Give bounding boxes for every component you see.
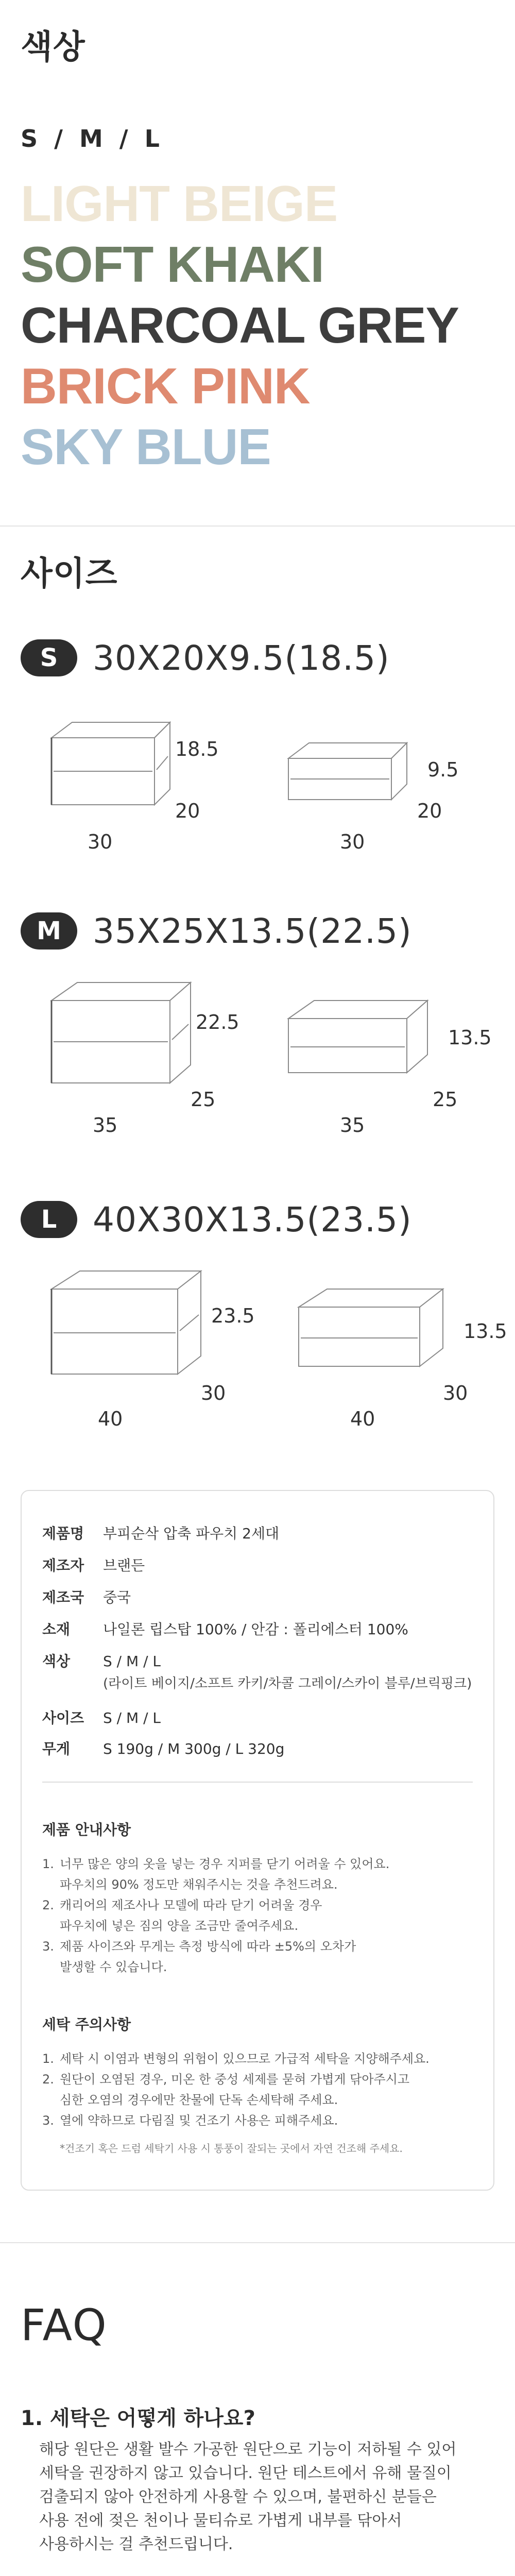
care-title: 세탁 주의사항 — [42, 2016, 131, 2033]
dim-width-m-open: 35 — [340, 1114, 365, 1137]
section-divider — [0, 2242, 515, 2243]
size-dimensions-s: 30X20X9.5(18.5) — [93, 638, 390, 678]
spec-row-weight: 무게 S 190g / M 300g / L 320g — [42, 1740, 285, 1757]
spec-row-color: 색상 S / M / L — [42, 1653, 161, 1670]
spec-divider — [42, 1782, 473, 1783]
faq-answer: 해당 원단은 생활 발수 가공한 원단으로 기능이 저하될 수 있어 세탁을 권장하지 않고 있습니다. 원단 테스트에서 유해 물질이 검출되지 않아 안전하게 사용할 수 있으며, 불편하신 분들은 사용 전에 젖은 천이나 물티슈로 가볍게 내부를 닦아서 사용하시는 걸 추천드립니다. — [39, 2441, 457, 2553]
size-badge-l: L — [21, 1201, 77, 1238]
size-dimensions-m: 35X25X13.5(22.5) — [93, 911, 412, 951]
color-name-charcoal-grey: CHARCOAL GREY — [21, 297, 459, 353]
color-section — [0, 0, 515, 526]
pouch-expanded-illustration — [41, 975, 206, 1098]
size-model-m — [21, 903, 494, 1191]
pouch-compressed-illustration — [278, 995, 443, 1093]
spec-row-country: 제조국 중국 — [42, 1589, 131, 1606]
dim-depth-m-closed: 25 — [191, 1088, 216, 1111]
dim-height-l-open: 13.5 — [464, 1320, 507, 1343]
spec-row-maker: 제조자 브랜든 — [42, 1557, 145, 1574]
size-model-l — [21, 1191, 507, 1485]
faq-section — [0, 2242, 515, 2576]
size-drawings-l — [21, 1263, 507, 1459]
color-list — [21, 173, 494, 477]
care-footnote: *건조기 혹은 드럼 세탁기 사용 시 통풍이 잘되는 곳에서 자연 건조해 주세요. — [60, 2142, 403, 2155]
color-section-title: 색상 — [21, 28, 85, 66]
care-item: 3. 열에 약하므로 다림질 및 건조기 사용은 피해주세요. — [42, 2113, 338, 2128]
size-badge-m: M — [21, 912, 77, 950]
dim-height-s-open: 9.5 — [427, 758, 459, 781]
dim-depth-s-closed: 20 — [175, 800, 200, 822]
pouch-compressed-illustration — [278, 738, 422, 820]
faq-title: FAQ — [21, 2300, 108, 2350]
dim-width-m-closed: 35 — [93, 1114, 118, 1137]
guide-item-cont: 파우치에 넣은 짐의 양을 조금만 줄여주세요. — [60, 1919, 299, 1933]
dim-depth-l-open: 30 — [443, 1382, 468, 1404]
pouch-compressed-illustration — [288, 1284, 458, 1387]
spec-row-material: 소재 나일론 립스탑 100% / 안감 : 폴리에스터 100% — [42, 1621, 408, 1638]
guide-item: 1. 너무 많은 양의 옷을 넣는 경우 지퍼를 닫기 어려울 수 있어요. — [42, 1857, 390, 1871]
color-name-light-beige: LIGHT BEIGE — [21, 175, 338, 232]
size-model-s — [21, 630, 494, 903]
spec-row-color-detail: (라이트 베이지/소프트 카키/차콜 그레이/스카이 블루/브릭핑크) — [103, 1676, 472, 1691]
dim-width-s-closed: 30 — [88, 831, 113, 853]
dim-width-l-open: 40 — [350, 1408, 375, 1430]
size-dimensions-l: 40X30X13.5(23.5) — [93, 1199, 412, 1240]
color-name-sky-blue: SKY BLUE — [21, 418, 271, 475]
size-drawings-m — [21, 975, 494, 1171]
dim-depth-s-open: 20 — [417, 800, 442, 822]
dim-width-s-open: 30 — [340, 831, 365, 853]
pouch-expanded-illustration — [41, 1263, 216, 1392]
guide-title: 제품 안내사항 — [42, 1821, 131, 1838]
faq-item-1 — [21, 2403, 494, 2556]
guide-item: 3. 제품 사이즈와 무게는 측정 방식에 따라 ±5%의 오차가 — [42, 1939, 356, 1954]
dim-height-m-open: 13.5 — [448, 1026, 492, 1049]
guide-item-cont: 파우치의 90% 정도만 채워주시는 것을 추천드려요. — [60, 1877, 338, 1892]
dim-height-s-closed: 18.5 — [175, 738, 219, 760]
dim-height-l-closed: 23.5 — [211, 1304, 255, 1327]
dim-height-m-closed: 22.5 — [196, 1011, 239, 1033]
care-item: 1. 세탁 시 이염과 변형의 위험이 있으므로 가급적 세탁을 지양해주세요. — [42, 2052, 430, 2066]
care-item: 2. 원단이 오염된 경우, 미온 한 중성 세제를 묻혀 가볍게 닦아주시고 — [42, 2072, 410, 2087]
size-section — [0, 526, 515, 2191]
size-options: S / M / L — [21, 125, 164, 152]
size-badge-s: S — [21, 639, 77, 676]
color-name-soft-khaki: SOFT KHAKI — [21, 236, 324, 293]
faq-question: 1. 세탁은 어떻게 하나요? — [21, 2406, 255, 2430]
size-section-title: 사이즈 — [21, 555, 118, 593]
color-name-brick-pink: BRICK PINK — [21, 358, 310, 414]
dim-depth-m-open: 25 — [433, 1088, 458, 1111]
dim-width-l-closed: 40 — [98, 1408, 123, 1430]
size-drawings-s — [21, 702, 494, 897]
dim-depth-l-closed: 30 — [201, 1382, 226, 1404]
guide-item-cont: 발생할 수 있습니다. — [60, 1960, 167, 1974]
spec-row-name: 제품명 부피순삭 압축 파우치 2세대 — [42, 1525, 280, 1542]
spec-table — [21, 1490, 494, 2191]
guide-item: 2. 캐리어의 제조사나 모델에 따라 닫기 어려울 경우 — [42, 1898, 322, 1912]
care-item-cont: 심한 오염의 경우에만 찬물에 단독 손세탁해 주세요. — [60, 2093, 338, 2107]
pouch-expanded-illustration — [41, 712, 185, 820]
spec-row-size: 사이즈 S / M / L — [42, 1709, 161, 1726]
